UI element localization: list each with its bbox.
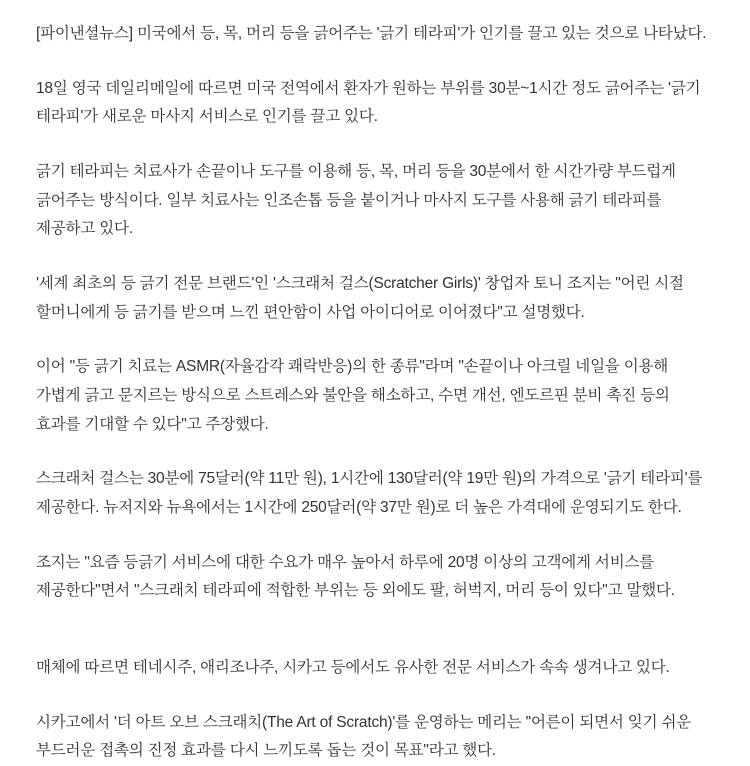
article-paragraph: [파이낸셜뉴스] 미국에서 등, 목, 머리 등을 긁어주는 '긁기 테라피'가 인기를 끌고 있는 것으로 나타났다. <box>36 25 707 42</box>
article-paragraph: 긁기 테라피는 치료사가 손끝이나 도구를 이용해 등, 목, 머리 등을 30분에서 한 시간가량 부드럽게 긁어주는 방식이다. 일부 치료사는 인조손톱 등을 붙이거나 마사지 도구를 사용해 긁기 테라피를 제공하고 있다. <box>36 163 676 238</box>
article-paragraph: 이어 "등 긁기 치료는 ASMR(자율감각 쾌락반응)의 한 종류"라며 "손끝이나 아크릴 네일을 이용해 가볍게 긁고 문지르는 방식으로 스트레스와 불안을 해소하고, 수면 개선, 엔도르핀 분비 촉진 등의 효과를 기대할 수 있다"고 주장했다. <box>36 358 670 433</box>
article-paragraph: 18일 영국 데일리메일에 따르면 미국 전역에서 환자가 원하는 부위를 30분~1시간 정도 긁어주는 '긁기 테라피'가 새로운 마사지 서비스로 인기를 끌고 있다. <box>36 79 701 126</box>
article-paragraph: 시카고에서 '더 아트 오브 스크래치(The Art of Scratch)'를 운영하는 메리는 "어른이 되면서 잊기 쉬운 부드러운 접촉의 진정 효과를 다시 느끼도록 돕는 것이 목표"라고 했다. <box>36 713 691 760</box>
article-paragraph: 스크래처 걸스는 30분에 75달러(약 11만 원), 1시간에 130달러(약 19만 원)의 가격으로 '긁기 테라피'를 제공한다. 뉴저지와 뉴욕에서는 1시간에 250달러(약 37만 원)로 더 높은 가격대에 운영되기도 한다. <box>36 470 703 517</box>
article-paragraph: 조지는 "요즘 등긁기 서비스에 대한 수요가 매우 높아서 하루에 20명 이상의 고객에게 서비스를 제공한다"면서 "스크래치 테라피에 적합한 부위는 등 외에도 팔, 허벅지, 머리 등이 있다"고 말했다. <box>36 553 675 600</box>
article-paragraph: '세계 최초의 등 긁기 전문 브랜드'인 '스크래처 걸스(Scratcher Girls)' 창업자 토니 조지는 "어린 시절 할머니에게 등 긁기를 받으며 느낀 편안함이 사업 아이디어로 이어졌다"고 설명했다. <box>36 275 684 321</box>
article-paragraph: 매체에 따르면 테네시주, 애리조나주, 시카고 등에서도 유사한 전문 서비스가 속속 생겨나고 있다. <box>36 659 670 677</box>
